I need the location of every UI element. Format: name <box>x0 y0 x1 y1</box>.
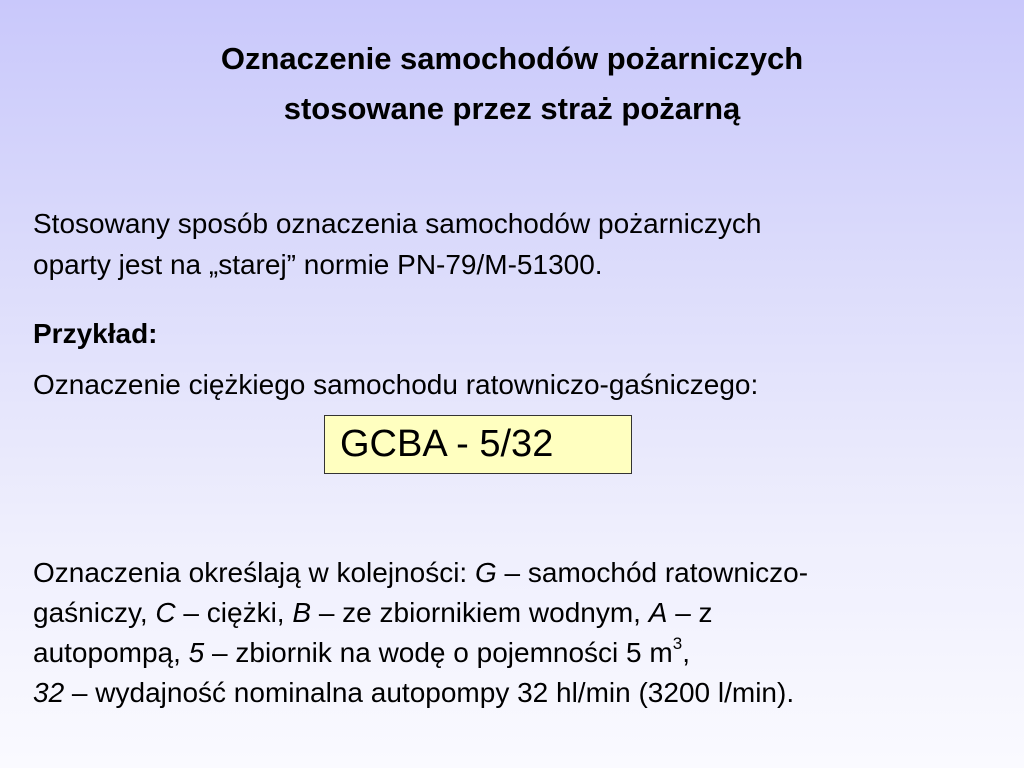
explanation-paragraph <box>33 553 1003 713</box>
explanation-text: autopompą, <box>33 637 189 668</box>
designation-code-box <box>324 415 632 474</box>
explanation-key: 5 <box>188 637 205 668</box>
explanation-text: – z <box>667 597 713 628</box>
intro-line-2: oparty jest na „starej” normie PN-79/M-51300. <box>33 249 603 280</box>
explanation-key: 32 <box>33 677 65 708</box>
explanation-key: C <box>155 597 176 628</box>
superscript: 3 <box>672 633 683 653</box>
explanation-line-4 <box>33 673 1003 713</box>
explanation-text: – zbiornik na wodę o pojemności 5 m <box>204 637 673 668</box>
intro-paragraph <box>33 203 993 285</box>
explanation-line-1 <box>33 553 1003 593</box>
explanation-text: – samochód ratowniczo- <box>496 557 809 588</box>
explanation-text: gaśniczy, <box>33 597 156 628</box>
explanation-line-3 <box>33 633 1003 673</box>
explanation-key: G <box>474 557 497 588</box>
slide-title-line-1: Oznaczenie samochodów pożarniczych <box>220 41 804 76</box>
slide-title <box>0 34 1024 134</box>
explanation-text: – ze zbiornikiem wodnym, <box>311 597 649 628</box>
intro-line-1: Stosowany sposób oznaczenia samochodów pożarniczych <box>33 208 762 239</box>
explanation-key: A <box>648 597 668 628</box>
explanation-text: , <box>682 637 690 668</box>
explanation-text: – wydajność nominalna autopompy 32 hl/min (3200 l/min). <box>64 677 795 708</box>
explanation-text: – ciężki, <box>175 597 293 628</box>
designation-code: GCBA - 5/32 <box>340 423 554 465</box>
explanation-line-2 <box>33 593 1003 633</box>
example-label: Przykład: <box>33 318 158 349</box>
explanation-text: Oznaczenia określają w kolejności: <box>33 557 475 588</box>
slide-title-line-2: stosowane przez straż pożarną <box>283 91 741 126</box>
example-description: Oznaczenie ciężkiego samochodu ratowniczo-gaśniczego: <box>33 369 759 400</box>
explanation-key: B <box>292 597 312 628</box>
